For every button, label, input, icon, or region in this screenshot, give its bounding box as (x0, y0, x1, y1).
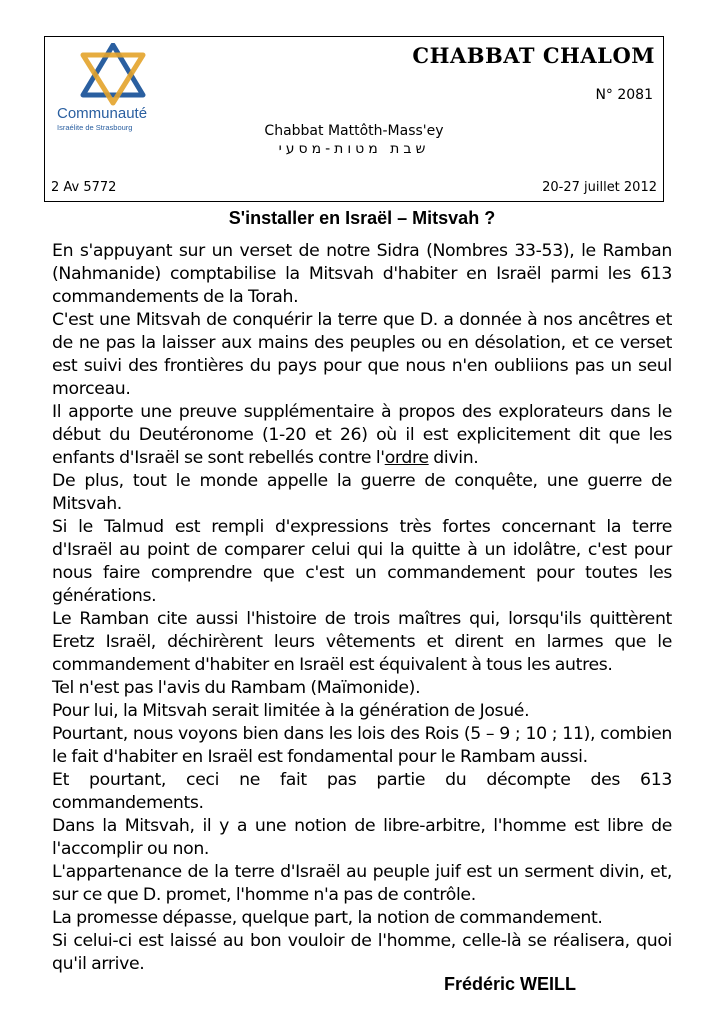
underlined-word: ordre (384, 448, 429, 468)
paragraph: En s'appuyant sur un verset de notre Sidra (Nombres 33-53), le Ramban (Nahmanide) comptabilise la Mitsvah d'habiter en Israël parmi les 613 commandements de la Torah. (52, 241, 672, 307)
parasha-hebrew: שבת מטות-מסעי (278, 141, 430, 157)
paragraph: C'est une Mitsvah de conquérir la terre que D. a donnée à nos ancêtres et de ne pas la laisser aux mains des peuples ou en désolation, et ce verset est suivi des frontières du pays pour que nous n'en oubliions pas un seul morceau. (52, 310, 672, 399)
paragraph: Et pourtant, ceci ne fait pas partie du décompte des 613 commandements. (52, 770, 672, 813)
author-signature: Frédéric WEILL (443, 974, 576, 994)
paragraph: Tel n'est pas l'avis du Rambam (Maïmonide). (52, 678, 421, 698)
paragraph: Le Ramban cite aussi l'histoire de trois maîtres qui, lorsqu'ils quittèrent Eretz Israël, déchirèrent leurs vêtements et dirent en larmes que le commandement d'habiter en Israël est équivalent à tous les autres. (52, 609, 672, 675)
paragraph: Pour lui, la Mitsvah serait limitée à la génération de Josué. (52, 701, 530, 721)
paragraph: Si le Talmud est rempli d'expressions très fortes concernant la terre d'Israël au point de comparer celui qui la quitte à un idolâtre, c'est pour nous faire comprendre que c'est un commandement pour toutes les générations. (52, 517, 672, 606)
paragraph: Pourtant, nous voyons bien dans les lois des Rois (5 – 9 ; 10 ; 11), combien le fait d'habiter en Israël est fondamental pour le Rambam aussi. (52, 724, 672, 767)
article-title: S'installer en Israël – Mitsvah ? (228, 208, 496, 228)
gregorian-date: 20-27 juillet 2012 (542, 180, 657, 195)
article-body (52, 240, 672, 976)
paragraph (52, 401, 672, 470)
issue-number: N° 2081 (595, 87, 653, 103)
paragraph: De plus, tout le monde appelle la guerre de conquête, une guerre de Mitsvah. (52, 471, 672, 514)
star-of-david-icon (55, 43, 167, 107)
paragraph: L'appartenance de la terre d'Israël au peuple juif est un serment divin, et, sur ce que D. promet, l'homme n'a pas de contrôle. (52, 862, 672, 905)
logo-name: Communauté (57, 105, 148, 122)
newsletter-header (44, 36, 664, 202)
logo-subtitle: Israélite de Strasbourg (57, 123, 133, 132)
paragraph: Si celui-ci est laissé au bon vouloir de l'homme, celle-là se réalisera, quoi qu'il arrive. (52, 931, 672, 974)
newsletter-title: CHABBAT CHALOM (412, 43, 655, 68)
paragraph: Dans la Mitsvah, il y a une notion de libre-arbitre, l'homme est libre de l'accomplir ou non. (52, 816, 672, 859)
paragraph-text: Il apporte une preuve supplémentaire à propos des explorateurs dans le début du Deutéronome (1-20 et 26) où il est explicitement dit que les enfants d'Israël se sont rebellés contre l' (52, 402, 672, 468)
hebrew-date: 2 Av 5772 (51, 180, 117, 195)
paragraph: La promesse dépasse, quelque part, la notion de commandement. (52, 908, 603, 928)
paragraph-text: divin. (428, 448, 479, 468)
parasha-name: Chabbat Mattôth-Mass'ey (264, 123, 444, 139)
